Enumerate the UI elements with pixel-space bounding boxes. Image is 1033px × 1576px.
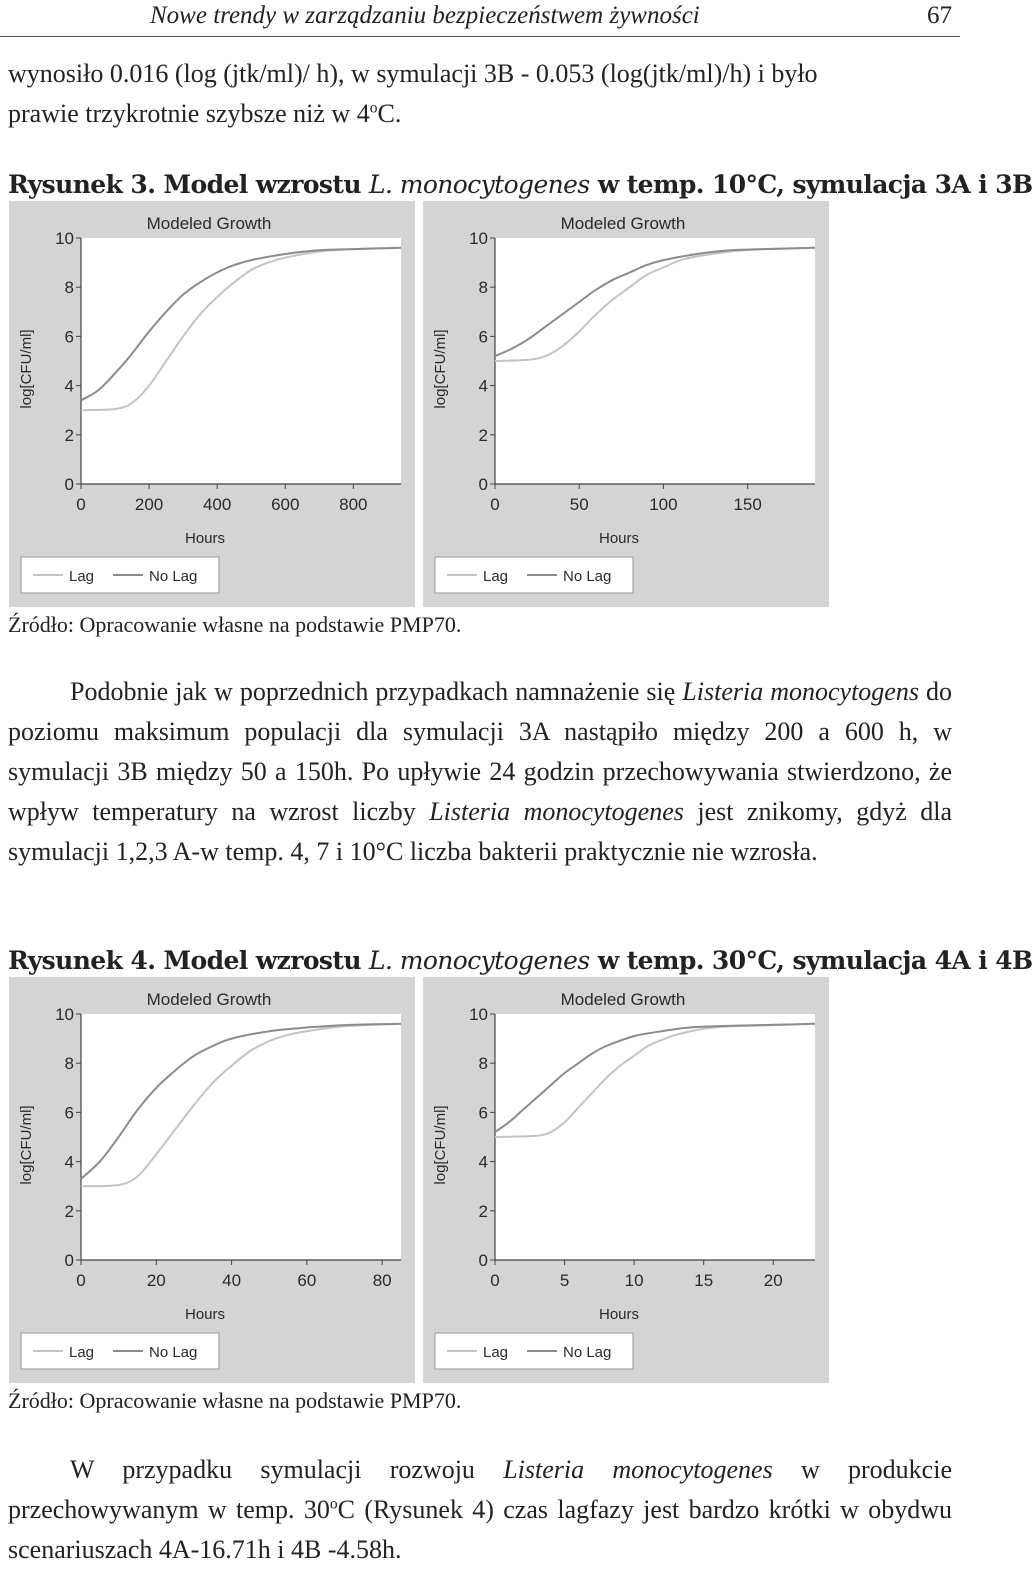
x-tick-label: 40 [222, 1271, 242, 1290]
y-axis-label: log[CFU/ml] [18, 329, 35, 409]
legend-label: Lag [483, 1344, 509, 1361]
paragraph-2-part-3: jest znikomy, gdyż dla symulacji 1,2,3 A-w temp. 4, 7 i 10°C liczba bakterii praktycznie nie wzrosła. [8, 797, 952, 866]
y-tick-label: 4 [64, 376, 74, 396]
figure-4-caption [8, 946, 1033, 975]
paragraph-3-species: Listeria monocytogenes [503, 1455, 773, 1484]
x-tick-label: 100 [649, 495, 678, 514]
x-tick-label: 80 [372, 1271, 392, 1290]
paragraph-3-part-2: w produkcie przechowywanym w temp. 30 [8, 1455, 952, 1524]
legend-label: No Lag [149, 568, 198, 585]
y-tick-label: 8 [64, 278, 74, 298]
chart-3a [9, 201, 415, 607]
y-axis-label: log[CFU/ml] [18, 1105, 35, 1185]
y-tick-label: 4 [64, 1152, 74, 1172]
x-axis-label: Hours [598, 530, 640, 547]
chart-panel-3b [423, 201, 829, 607]
x-tick-label: 20 [146, 1271, 166, 1290]
plot-area [495, 238, 815, 484]
legend-label: Lag [483, 568, 509, 585]
legend-label: No Lag [149, 1344, 198, 1361]
intro-line-1: wynosiło 0.016 (log (jtk/ml)/ h), w symulacji 3B - 0.053 (log(jtk/ml)/h) i było [8, 59, 818, 88]
legend-label: No Lag [563, 1344, 612, 1361]
plot-area [81, 238, 401, 484]
intro-line-2 [8, 94, 952, 134]
chart-title: Modeled Growth [146, 214, 272, 233]
figure-3-caption-tail: w temp. 10°C, symulacja 3A i 3B [589, 170, 1033, 199]
paragraph-2-part-1: Podobnie jak w poprzednich przypadkach namnażenie się [70, 677, 683, 706]
y-tick-label: 10 [469, 1005, 488, 1024]
y-tick-label: 10 [469, 229, 488, 248]
y-tick-label: 2 [478, 1201, 488, 1221]
chart-4b [423, 977, 829, 1383]
x-tick-label: 600 [271, 495, 300, 514]
y-axis-label: log[CFU/ml] [432, 1105, 449, 1185]
paragraph-2-species-1: Listeria monocytogens [682, 677, 919, 706]
legend-label: Lag [69, 568, 95, 585]
y-tick-label: 6 [478, 1103, 488, 1123]
intro-line-2-text: prawie trzykrotnie szybsze niż w 4 [8, 99, 370, 128]
chart-title: Modeled Growth [146, 990, 272, 1009]
x-axis-label: Hours [598, 1306, 640, 1323]
x-tick-label: 0 [76, 495, 86, 514]
y-tick-label: 2 [64, 425, 74, 445]
x-tick-label: 800 [339, 495, 368, 514]
chart-panel-4a [9, 977, 415, 1383]
x-tick-label: 50 [569, 495, 589, 514]
paragraph-2-part-2: do poziomu maksimum populacji dla symulacji 3A nastąpiło między 200 a 600 h, w symulacji 3B między 50 a 150h. Po upływie 24 godzin przechowywania stwierdzono, że wpływ temperatury na wzrost liczby [8, 677, 952, 826]
y-tick-label: 8 [478, 1054, 488, 1074]
x-tick-label: 150 [733, 495, 762, 514]
paragraph-2-species-2: Listeria monocytogenes [429, 797, 684, 826]
figure-3-caption-species: L. monocytogenes [369, 170, 590, 199]
legend-label: No Lag [563, 568, 612, 585]
intro-degree-sup: o [369, 99, 378, 117]
figure-4-caption-tail: w temp. 30°C, symulacja 4A i 4B [589, 946, 1033, 975]
figure-3-caption-lead: Rysunek 3. Model wzrostu [8, 170, 370, 199]
y-tick-label: 10 [55, 1005, 74, 1024]
x-tick-label: 200 [134, 495, 164, 514]
y-tick-label: 10 [55, 229, 74, 248]
legend-label: Lag [69, 1344, 95, 1361]
y-tick-label: 0 [478, 1251, 488, 1270]
x-tick-label: 15 [694, 1271, 714, 1290]
y-tick-label: 8 [478, 278, 488, 298]
figure-4-caption-lead: Rysunek 4. Model wzrostu [8, 946, 370, 975]
figure-4-source: Źródło: Opracowanie własne na podstawie PMP70. [8, 1388, 462, 1413]
chart-panel-3a [9, 201, 415, 607]
chart-4a [9, 977, 415, 1383]
x-tick-label: 5 [559, 1271, 570, 1290]
paragraph-3-part-1: W przypadku symulacji rozwoju [70, 1455, 504, 1484]
chart-panel-4b [423, 977, 829, 1383]
chart-title: Modeled Growth [560, 214, 686, 233]
x-tick-label: 400 [202, 495, 232, 514]
x-tick-label: 60 [297, 1271, 317, 1290]
intro-line-2-end: C. [377, 99, 402, 128]
x-tick-label: 0 [76, 1271, 86, 1290]
figure-4-caption-species: L. monocytogenes [369, 946, 590, 975]
chart-3b [423, 201, 829, 607]
y-tick-label: 2 [64, 1201, 74, 1221]
paragraph-3-part-3: C (Rysunek 4) czas lagfazy jest bardzo krótki w obydwu scenariuszach 4A-16.71h i 4B -4.58h. [8, 1495, 953, 1564]
paragraph-3-degree-sup: o [329, 1495, 338, 1513]
y-tick-label: 0 [64, 475, 74, 494]
y-tick-label: 4 [478, 1152, 488, 1172]
x-tick-label: 10 [624, 1271, 644, 1290]
x-axis-label: Hours [184, 530, 226, 547]
x-tick-label: 0 [490, 1271, 500, 1290]
plot-area [495, 1014, 815, 1260]
x-axis-label: Hours [184, 1306, 226, 1323]
y-tick-label: 0 [478, 475, 488, 494]
y-tick-label: 6 [478, 327, 488, 347]
y-axis-label: log[CFU/ml] [432, 329, 449, 409]
chart-title: Modeled Growth [560, 990, 686, 1009]
y-tick-label: 4 [478, 376, 488, 396]
running-head [0, 0, 960, 37]
intro-paragraph [8, 54, 952, 134]
figure-3-source: Źródło: Opracowanie własne na podstawie PMP70. [8, 612, 462, 637]
figure-3-caption [8, 170, 1033, 199]
y-tick-label: 2 [478, 425, 488, 445]
x-tick-label: 20 [763, 1271, 783, 1290]
page-number: 67 [927, 2, 952, 29]
y-tick-label: 8 [64, 1054, 74, 1074]
x-tick-label: 0 [490, 495, 500, 514]
plot-area [81, 1014, 401, 1260]
y-tick-label: 0 [64, 1251, 74, 1270]
body-paragraph-3 [8, 1450, 952, 1570]
running-head-title: Nowe trendy w zarządzaniu bezpieczeństwem żywności [150, 2, 700, 29]
body-paragraph-2 [8, 672, 952, 872]
y-tick-label: 6 [64, 327, 74, 347]
y-tick-label: 6 [64, 1103, 74, 1123]
